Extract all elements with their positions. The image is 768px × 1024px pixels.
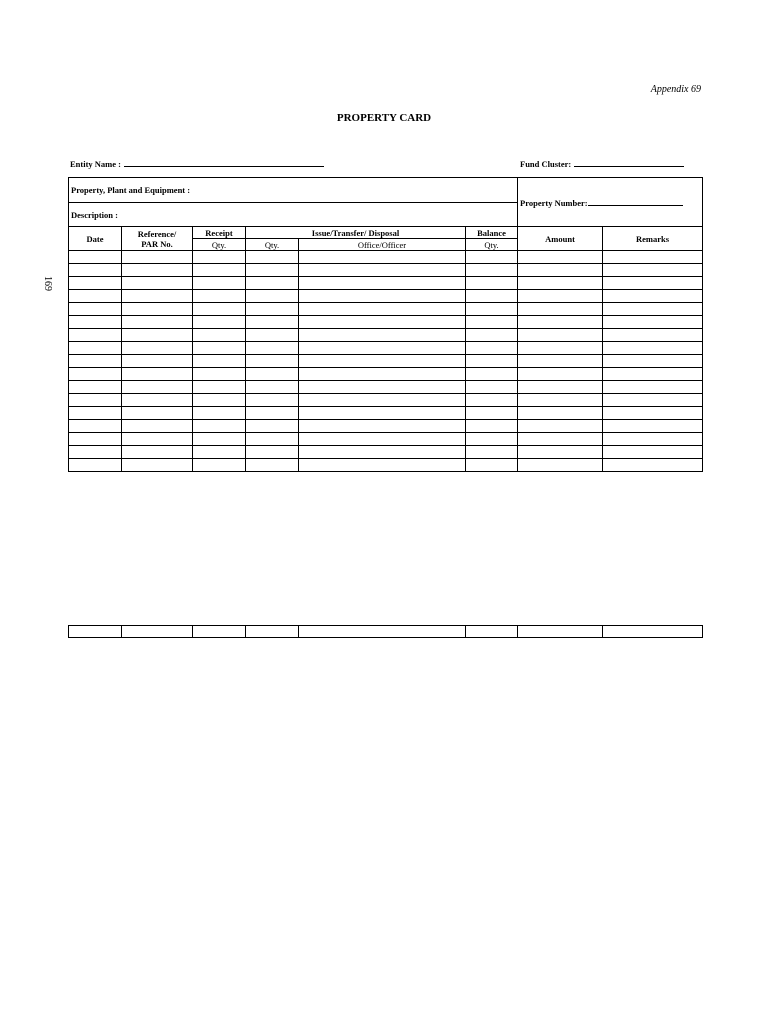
table-cell[interactable] [603, 446, 703, 459]
col-issue-qty-header: Qty. [246, 239, 299, 251]
fund-cluster-line[interactable] [574, 157, 684, 167]
property-card-footer-row [68, 625, 703, 638]
table-cell[interactable] [518, 368, 603, 381]
table-cell[interactable] [466, 368, 518, 381]
table-row [69, 459, 703, 472]
table-cell[interactable] [246, 264, 299, 277]
table-cell[interactable] [299, 407, 466, 420]
col-amount-header: Amount [518, 227, 603, 251]
table-cell[interactable] [246, 420, 299, 433]
entity-name-field[interactable] [70, 157, 324, 169]
table-row [69, 433, 703, 446]
table-cell[interactable] [518, 446, 603, 459]
table-cell[interactable] [299, 368, 466, 381]
table-cell[interactable] [246, 368, 299, 381]
table-cell[interactable] [603, 420, 703, 433]
table-cell[interactable] [603, 251, 703, 264]
table-cell[interactable] [69, 394, 122, 407]
col-office-officer-header: Office/Officer [299, 239, 466, 251]
table-cell[interactable] [246, 626, 299, 638]
table-cell[interactable] [466, 433, 518, 446]
table-cell[interactable] [299, 303, 466, 316]
table-cell[interactable] [246, 381, 299, 394]
table-cell[interactable] [246, 251, 299, 264]
table-cell[interactable] [299, 420, 466, 433]
table-cell[interactable] [122, 368, 193, 381]
table-row [69, 290, 703, 303]
table-row [69, 446, 703, 459]
table-cell[interactable] [466, 251, 518, 264]
table-cell[interactable] [518, 329, 603, 342]
table-cell[interactable] [122, 277, 193, 290]
table-cell[interactable] [193, 303, 246, 316]
table-cell[interactable] [193, 277, 246, 290]
table-cell[interactable] [122, 342, 193, 355]
table-cell[interactable] [466, 626, 518, 638]
table-cell[interactable] [466, 303, 518, 316]
table-cell[interactable] [518, 626, 603, 638]
col-reference-line2: PAR No. [141, 238, 173, 249]
table-cell[interactable] [246, 290, 299, 303]
table-cell[interactable] [299, 459, 466, 472]
table-cell[interactable] [518, 251, 603, 264]
table-cell[interactable] [122, 446, 193, 459]
table-cell[interactable] [193, 342, 246, 355]
col-date-header: Date [69, 227, 122, 251]
table-cell[interactable] [69, 342, 122, 355]
table-cell[interactable] [69, 420, 122, 433]
table-cell[interactable] [466, 420, 518, 433]
table-row [69, 277, 703, 290]
table-cell[interactable] [603, 303, 703, 316]
table-cell[interactable] [122, 316, 193, 329]
table-cell[interactable] [193, 433, 246, 446]
table-cell[interactable] [69, 355, 122, 368]
table-row [69, 381, 703, 394]
table-cell[interactable] [299, 316, 466, 329]
table-cell[interactable] [518, 407, 603, 420]
table-cell[interactable] [603, 381, 703, 394]
table-cell[interactable] [122, 626, 193, 638]
table-cell[interactable] [299, 381, 466, 394]
col-balance-header: Balance [466, 227, 518, 239]
table-cell[interactable] [122, 264, 193, 277]
table-cell[interactable] [603, 264, 703, 277]
table-cell[interactable] [603, 329, 703, 342]
table-cell[interactable] [603, 407, 703, 420]
table-cell[interactable] [603, 355, 703, 368]
col-balance-qty-header: Qty. [466, 239, 518, 251]
table-cell[interactable] [193, 446, 246, 459]
table-cell[interactable] [193, 626, 246, 638]
table-cell[interactable] [69, 433, 122, 446]
table-row [69, 329, 703, 342]
table-cell[interactable] [193, 251, 246, 264]
table-cell[interactable] [122, 251, 193, 264]
table-cell[interactable] [466, 342, 518, 355]
table-cell[interactable] [122, 381, 193, 394]
table-cell[interactable] [603, 316, 703, 329]
table-cell[interactable] [466, 394, 518, 407]
table-cell[interactable] [246, 329, 299, 342]
table-cell[interactable] [122, 303, 193, 316]
table-cell[interactable] [603, 433, 703, 446]
table-cell[interactable] [69, 316, 122, 329]
table-row [69, 251, 703, 264]
table-cell[interactable] [246, 303, 299, 316]
table-cell[interactable] [246, 446, 299, 459]
table-cell[interactable] [246, 316, 299, 329]
page-number: 169 [42, 276, 53, 291]
table-cell[interactable] [466, 407, 518, 420]
table-cell[interactable] [603, 626, 703, 638]
table-cell[interactable] [193, 407, 246, 420]
table-cell[interactable] [246, 355, 299, 368]
col-reference-line1: Reference/ [137, 228, 177, 239]
table-cell[interactable] [299, 264, 466, 277]
ppe-field[interactable] [69, 178, 518, 203]
table-cell[interactable] [193, 420, 246, 433]
table-row [69, 626, 703, 638]
table-cell[interactable] [299, 626, 466, 638]
table-cell[interactable] [122, 433, 193, 446]
property-card-table [68, 177, 703, 472]
table-cell[interactable] [69, 626, 122, 638]
table-cell[interactable] [518, 303, 603, 316]
table-cell[interactable] [69, 407, 122, 420]
table-cell[interactable] [246, 342, 299, 355]
table-cell[interactable] [69, 290, 122, 303]
col-remarks-header: Remarks [603, 227, 703, 251]
table-cell[interactable] [122, 394, 193, 407]
table-cell[interactable] [603, 290, 703, 303]
table-cell[interactable] [299, 277, 466, 290]
table-row [69, 420, 703, 433]
table-cell[interactable] [122, 329, 193, 342]
table-cell[interactable] [299, 342, 466, 355]
table-cell[interactable] [246, 407, 299, 420]
table-cell[interactable] [466, 355, 518, 368]
table-row [69, 303, 703, 316]
table-cell[interactable] [603, 394, 703, 407]
table-cell[interactable] [193, 355, 246, 368]
table-cell[interactable] [518, 316, 603, 329]
table-cell[interactable] [122, 459, 193, 472]
table-cell[interactable] [69, 277, 122, 290]
entity-name-line[interactable] [124, 157, 324, 167]
table-cell[interactable] [518, 381, 603, 394]
table-cell[interactable] [246, 459, 299, 472]
table-cell[interactable] [246, 433, 299, 446]
table-cell[interactable] [466, 381, 518, 394]
table-row [69, 407, 703, 420]
appendix-label: Appendix 69 [650, 84, 701, 95]
table-row [69, 342, 703, 355]
table-cell[interactable] [603, 277, 703, 290]
table-cell[interactable] [122, 290, 193, 303]
fund-cluster-field[interactable] [520, 157, 684, 169]
table-cell[interactable] [193, 316, 246, 329]
description-field[interactable] [69, 203, 518, 227]
table-cell[interactable] [518, 342, 603, 355]
table-cell[interactable] [518, 420, 603, 433]
table-cell[interactable] [518, 264, 603, 277]
table-cell[interactable] [466, 446, 518, 459]
table-cell[interactable] [69, 251, 122, 264]
table-cell[interactable] [69, 381, 122, 394]
table-cell[interactable] [122, 355, 193, 368]
table-cell[interactable] [299, 433, 466, 446]
property-number-line[interactable] [588, 196, 683, 206]
table-cell[interactable] [466, 459, 518, 472]
table-cell[interactable] [299, 329, 466, 342]
col-receipt-header: Receipt [193, 227, 246, 239]
table-cell[interactable] [299, 251, 466, 264]
table-row [69, 368, 703, 381]
col-reference-header [122, 227, 193, 251]
table-cell[interactable] [193, 381, 246, 394]
table-cell[interactable] [466, 316, 518, 329]
table-cell[interactable] [518, 394, 603, 407]
table-cell[interactable] [193, 368, 246, 381]
table-cell[interactable] [193, 264, 246, 277]
table-cell[interactable] [466, 290, 518, 303]
table-cell[interactable] [518, 277, 603, 290]
table-cell[interactable] [122, 407, 193, 420]
form-title: PROPERTY CARD [336, 112, 432, 124]
description-label: Description : [71, 209, 118, 220]
table-cell[interactable] [466, 329, 518, 342]
table-cell[interactable] [299, 290, 466, 303]
table-cell[interactable] [122, 420, 193, 433]
table-cell[interactable] [69, 264, 122, 277]
fund-cluster-label: Fund Cluster: [520, 159, 572, 169]
col-receipt-qty-header: Qty. [193, 239, 246, 251]
table-cell[interactable] [466, 264, 518, 277]
table-cell[interactable] [193, 459, 246, 472]
table-cell[interactable] [518, 433, 603, 446]
table-cell[interactable] [466, 277, 518, 290]
table-row [69, 264, 703, 277]
table-cell[interactable] [193, 329, 246, 342]
table-cell[interactable] [518, 459, 603, 472]
table-row [69, 394, 703, 407]
table-row [69, 355, 703, 368]
table-cell[interactable] [246, 277, 299, 290]
table-cell[interactable] [299, 394, 466, 407]
table-cell[interactable] [69, 446, 122, 459]
property-number-label: Property Number: [520, 198, 588, 208]
table-cell[interactable] [603, 459, 703, 472]
table-cell[interactable] [193, 290, 246, 303]
table-cell[interactable] [299, 355, 466, 368]
ppe-label: Property, Plant and Equipment : [71, 185, 191, 195]
table-cell[interactable] [518, 355, 603, 368]
property-number-field[interactable] [518, 178, 703, 227]
col-issue-header: Issue/Transfer/ Disposal [246, 227, 466, 239]
table-cell[interactable] [603, 342, 703, 355]
table-cell[interactable] [246, 394, 299, 407]
table-cell[interactable] [69, 368, 122, 381]
table-cell[interactable] [603, 368, 703, 381]
table-cell[interactable] [518, 290, 603, 303]
table-cell[interactable] [299, 446, 466, 459]
table-cell[interactable] [69, 459, 122, 472]
table-row [69, 316, 703, 329]
entity-name-label: Entity Name : [70, 159, 121, 169]
table-cell[interactable] [193, 394, 246, 407]
table-cell[interactable] [69, 329, 122, 342]
table-cell[interactable] [69, 303, 122, 316]
